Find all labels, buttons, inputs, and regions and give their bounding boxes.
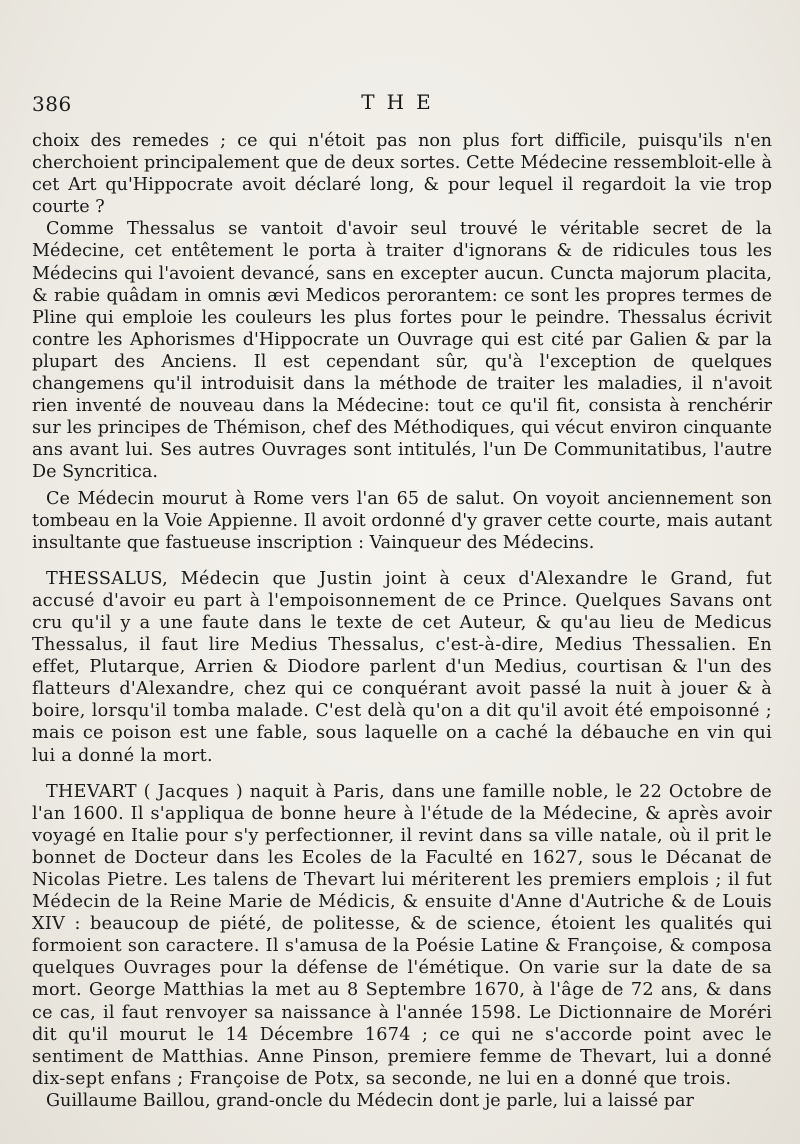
running-head: THE [361, 90, 443, 114]
body-text [32, 130, 772, 1112]
entry-thessalus: THESSALUS, Médecin que Justin joint à ceux d'Alexandre le Grand, fut accusé d'avoir eu part à l'empoisonnement de ce Prince. Quelques Savans ont cru qu'il y a une faute dans le texte de cet Auteur, & qu'au lieu de Medicus Thessalus, il faut lire Medius Thessalus, c'est-à-dire, Medius Thessalien. En effet, Plutarque, Arrien & Diodore parlent d'un Medius, courtisan & l'un des flatteurs d'Alexandre, chez qui ce conquérant avoit passé la nuit à jouer & à boire, lorsqu'il tomba malade. C'est delà qu'on a dit qu'il avoit été empoisonné ; mais ce poison est une fable, sous laquelle on a caché la débauche en vin qui lui a donné la mort. [32, 568, 772, 766]
page-header [32, 90, 772, 120]
paragraph-continuation: choix des remedes ; ce qui n'étoit pas non plus fort difficile, puisqu'ils n'en cherchoient principalement que de deux sortes. Cette Médecine ressembloit-elle à cet Art qu'Hippocrate avoit déclaré long, & pour lequel il regardoit la vie trop courte ? [32, 131, 772, 218]
paragraph-baillou: Guillaume Baillou, grand-oncle du Médecin dont je parle, lui a laissé par [46, 1090, 694, 1111]
entry-thevart: THEVART ( Jacques ) naquit à Paris, dans une famille noble, le 22 Octobre de l'an 1600. Il s'appliqua de bonne heure à l'étude de la Médecine, & après avoir voyagé en Italie pour s'y perfectionner, il revint dans sa ville natale, où il prit le bonnet de Docteur dans les Ecoles de la Faculté en 1627, sous le Décanat de Nicolas Pietre. Les talens de Thevart lui mériterent les premiers emplois ; il fut Médecin de la Reine Marie de Médicis, & ensuite d'Anne d'Autriche & de Louis XIV : beaucoup de piété, de politesse, & de science, étoient les qualités qui formoient son caractere. Il s'amusa de la Poésie Latine & Françoise, & composa quelques Ouvrages pour la défense de l'émétique. On varie sur la date de sa mort. George Matthias la met au 8 Septembre 1670, à l'âge de 72 ans, & dans ce cas, il faut renvoyer sa naissance à l'année 1598. Le Dictionnaire de Moréri dit qu'il mourut le 14 Décembre 1674 ; ce qui ne s'accorde point avec le sentiment de Matthias. Anne Pinson, premiere femme de Thevart, lui a donné dix-sept enfans ; Françoise de Potx, sa seconde, ne lui en a donné que trois. [32, 781, 772, 1089]
page-bottom-edge [32, 1106, 772, 1107]
paragraph-thessalus-secret: Comme Thessalus se vantoit d'avoir seul trouvé le véritable secret de la Médecine, cet entêtement le porta à traiter d'ignorans & de ridicules tous les Médecins qui l'avoient devancé, sans en excepter aucun. Cuncta majorum placita, & rabie quâdam in omnis ævi Medicos perorantem: ce sont les propres termes de Pline qui emploie les couleurs les plus fortes pour le peindre. Thessalus écrivit contre les Aphorismes d'Hippocrate un Ouvrage qui est cité par Galien & par la plupart des Anciens. Il est cependant sûr, qu'à l'exception de quelques changemens qu'il introduisit dans la méthode de traiter les maladies, il n'avoit rien inventé de nouveau dans la Médecine: tout ce qu'il fit, consista à renchérir sur les principes de Thémison, chef des Méthodiques, qui vécut environ cinquante ans avant lui. Ses autres Ouvrages sont intitulés, l'un De Communitatibus, l'autre De Syncritica. [32, 219, 772, 483]
paragraph-death-inscription: Ce Médecin mourut à Rome vers l'an 65 de salut. On voyoit anciennement son tombeau en la Voie Appienne. Il avoit ordonné d'y graver cette courte, mais autant insultante que fastueuse inscription : Vainqueur des Médecins. [32, 488, 772, 553]
page-number: 386 [32, 92, 72, 116]
